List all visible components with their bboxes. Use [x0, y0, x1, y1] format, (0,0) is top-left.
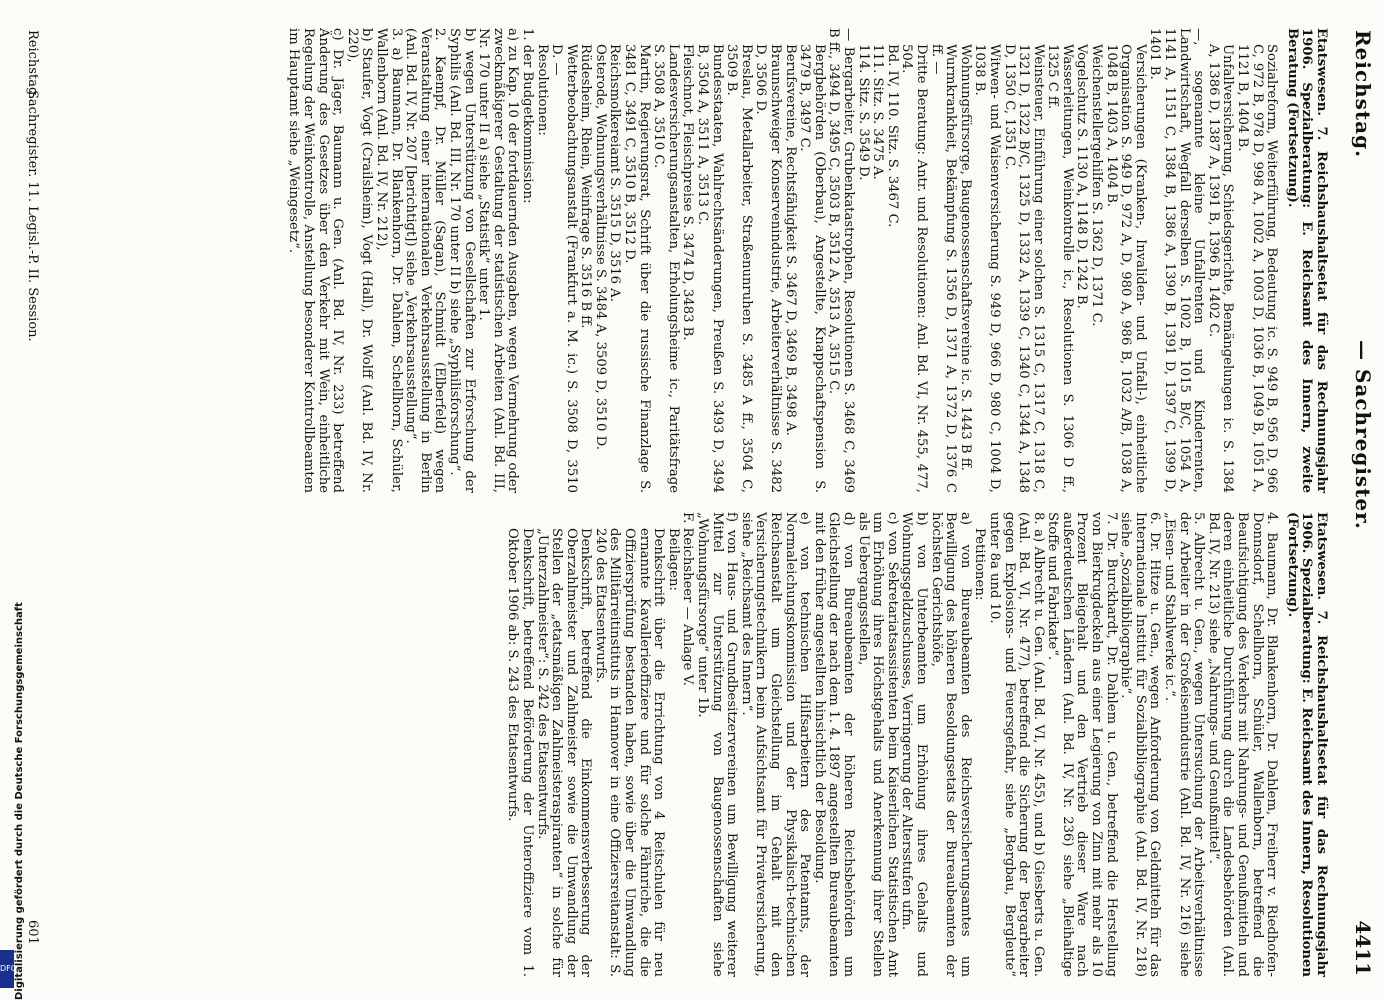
index-entry: Bergbehörden (Oberbau), Angestellte, Knappschaftspension S. 3479 B, 3497 C.: [797, 44, 827, 493]
index-entry: Wurmkrankheit, Bekämpfung S. 1356 D, 1371 A, 1372 D, 1376 C ff. —: [928, 44, 959, 493]
index-entry: Unfallversicherung, Schiedsgerichte, Bemängelungen ic. S. 1384 A, 1386 D, 1387 A, 1391 B, 1396 B, 1402 C.: [1205, 44, 1236, 493]
index-entry: Denkschrift, betreffend die Einkommensverbesserung der Oberzahlmeister und Zahlmeister sowie die Umwandlung der Stellen der „etatsmäßigen Zahlmeisteraspiranten“ in solche für „Unterzahlmeister“: S. 242 des Etatsentwurfs.: [534, 528, 594, 977]
index-entry: 1. der Budgetkommission:: [519, 28, 535, 204]
index-entry: Weinsteuer, Einführung einer solchen S. 1315 C, 1317 C, 1318 C, 1321 D, 1322 B/C, 1325 D, 1332 A, 1339 C, 1340 C, 1344 A, 1348 D, 1350 C, 1351 C.: [1001, 44, 1046, 493]
index-entry: 111. Sitz. S. 3475 A.: [870, 44, 886, 180]
index-entry: Berufsvereine, Rechtsfähigkeit S. 3467 D, 3469 B, 3498 A.: [782, 44, 798, 436]
left-column-title: Etatswesen. 7. Reichshaushaltsetat für das Rechnungsjahr 1906. Spezialberatung: E. Reichsamt des Innern, zweite Beratung (Fortsetzung).: [1284, 28, 1329, 493]
index-entry: Beilagen:: [665, 528, 681, 591]
index-entry: b) Staufer, Vogt (Crailsheim), Vogt (Hall), Dr. Wolff (Anl. Bd. IV, Nr. 220),: [344, 28, 375, 493]
index-entry: 114. Sitz. S. 3549 D.: [855, 44, 871, 181]
index-entry: Resolutionen:: [534, 44, 550, 136]
index-entry: —, sogenannte kleine Unfallrenten und Kinderrenten, Landwirtschaft, Wegfall derselben S. 1002 B, 1015 B/C, 1054 A, 1141 A, 1151 C, 1384 B, 1386 A, 1390 B, 1391 D, 1397 C, 1399 D, 1401 B.: [1147, 28, 1207, 493]
index-entry: Denkschrift, betreffend Beförderung der Unteroffiziere vom 1. Oktober 1906 ab: S. 243 des Etatsentwurfs.: [505, 528, 535, 977]
index-entry: Denkschrift über die Errichtung von 4 Reitschulen für neu ernannte Kavallerieoffiziere und für solche Fähnriche, die die Offiziersprüfung bestanden haben, sowie über die Umwandlung des Militärreitinstituts in Hannover in eine Offiziersreitanstalt: S. 240 des Etatsentwurfs.: [592, 528, 667, 977]
index-entry: Wasserleitungen, Weinkontrolle ic., Resolutionen S. 1306 D ff., 1325 C ff.: [1045, 44, 1075, 493]
page-number-top: 4411: [1351, 920, 1375, 976]
header-center: — Sachregister.: [1351, 340, 1375, 530]
index-entry: Wohnungsfürsorge, Baugenossenschaftsvereine ic. S. 1443 B ff.: [957, 44, 973, 471]
index-entry: d) von Bureaubeamten der höheren Reichsbehörden um Gleichstellung der nach dem 1. 4. 1897 angestellten Bureaubeamten mit den früher angestellten hinsichtlich der Besoldung.: [811, 512, 856, 977]
index-entry: 2. Kaempf, Dr. Müller (Sagan), Schmidt (Elberfeld) wegen Veranstaltung einer internationalen Verkehrsausstellung in Berlin (Anl. Bd. IV, Nr. 207 [berichtigt]) siehe „Verkehrsausstellung“.: [403, 28, 448, 493]
index-entry: F. Reichsheer — Anlage V.: [680, 512, 696, 686]
index-entry: Landesversicherungsanstalten, Erholungsheime ic., Paritätsfrage S. 3508 A, 3510 C.: [651, 44, 681, 493]
left-column-entries: [286, 28, 1278, 493]
dfg-logo: DFG: [0, 950, 14, 988]
index-entry: Rüdesheim, Rhein, Weinfrage S. 3516 B ff.: [578, 44, 594, 329]
index-entry: Reichsmolkereiamt S. 3515 D, 3516 A.: [607, 44, 623, 302]
index-entry: c) von Sekretariatsassistenten beim Kaiserlichen Statistischen Amt um Erhöhung ihres Höchstgehalts und Anerkennung ihrer Stellen als Uebergangsstellen,: [855, 512, 900, 977]
index-entry: e) von technischen Hilfsarbeitern des Patentamts, der Normaleichungskommission und der Physikalisch-technischen Reichsanstalt um Gleichstellung im Gehalt mit den Versicherungstechnikern beim Aufsichtsamt für Privatversicherung, siehe „Reichsamt des Innern“.: [738, 512, 813, 977]
index-entry: Osterode, Wohnungsverhältnisse S. 3484 A, 3509 D, 3510 D.: [592, 44, 608, 450]
index-entry: Witwen- und Waisenversicherung S. 949 D, 966 D, 980 C, 1004 D, 1038 B.: [972, 44, 1002, 493]
index-entry: Petitionen:: [972, 528, 988, 601]
index-entry: 6. Dr. Hitze u. Gen., wegen Anforderung von Geldmitteln für das Internationale Institut für Sozialbibliographie (Anl. Bd. IV, Nr. 218) siehe „Sozialbibliographie“.: [1118, 512, 1163, 977]
digitization-note-text: Digitalisierung gefördert durch die Deutsche Forschungsgemeinschaft: [14, 602, 25, 1000]
index-entry: Vogelschutz S. 1130 A, 1148 D, 1242 B.: [1074, 44, 1090, 309]
index-entry: Sozialreform, Weiterführung, Bedeutung ic. S. 949 B, 956 D, 966 C, 972 B, 978 D, 998 A, 1002 A, 1003 D, 1036 B, 1049 B, 1051 A, 1121 B, 1404 B.: [1235, 44, 1280, 493]
index-entry: 7. Dr. Burckhardt, Dr. Dahlem u. Gen., betreffend die Herstellung von Bierkrugdeckeln aus einer Legierung von Zinn mit mehr als 10 Prozent Bleigehalt und den Vertrieb dieser Ware nach außerdeutschen Ländern (Anl. Bd. IV, Nr. 236) siehe „Bleihaltige Stoffe und Fabrikate“.: [1045, 512, 1119, 977]
index-entry: b) von Unterbeamten um Erhöhung ihres Gehalts und Wohnungsgeldzuschusses, Verringerung der Altersstufen ufm.: [899, 512, 929, 977]
page-footer: [20, 0, 40, 1000]
index-entry: Bd. IV, 110. Sitz. S. 3467 C.: [884, 44, 900, 228]
right-column-entries: [505, 512, 1278, 977]
index-entry: a) von Bureaubeamten des Reichsversicherungsamtes um Bewilligung des höheren Besoldungsetats der Bureaubeamten der höchsten Gerichtshöfe,: [928, 512, 973, 977]
left-column: [286, 28, 1328, 493]
index-entry: — Bergarbeiter, Grubenkatastrophen, Resolutionen S. 3468 C, 3469 B ff., 3494 D, 3495 C, 3503 B, 3512 A, 3513 A, 3515 C.: [826, 28, 856, 493]
index-entry: Versicherungen (Kranken-, Invaliden- und Unfall-), einheitliche Organisation S. 949 D, 972 A, D, 980 A, 986 B, 1032 A/B, 1038 A, 1048 B, 1403 A, 1404 B.: [1103, 44, 1148, 493]
header-left: Reichstag.: [1351, 30, 1375, 159]
index-entry: Braunschweiger Konservenindustrie, Arbeiterverhältnisse S. 3482 D, 3506 D.: [753, 44, 784, 493]
index-entry: b) wegen Unterstützung von Gesellschaften zur Erforschung der Syphilis (Anl. Bd. III, Nr. 170 unter II b) siehe „Syphilisforschung“.: [446, 28, 477, 493]
index-entry: 3. a) Baumann, Dr. Blankenhorn, Dr. Dahlem, Schellhorn, Schüler, Wallenborn (Anl. Bd. IV, Nr. 212),: [374, 28, 404, 493]
index-entry: 5. Albrecht u. Gen., wegen Untersuchung der Arbeitsverhältnisse der Arbeiter in der Großeisenindustrie (Anl. Bd. IV, Nr. 216) siehe „Eisen- und Stahlwerke ic.“.: [1162, 512, 1207, 977]
index-entry: c) Dr. Jäger, Baumann u. Gen. (Anl. Bd. IV, Nr. 233) betreffend Änderung des Gesetzes über den Verkehr mit Wein, einheitliche Regelung der Weinkontrolle, Anstellung besonderer Kontrollbeamten im Hauptamt siehe „Weingesetz“.: [286, 28, 346, 493]
index-entry: 4. Baumann, Dr. Blankenhorn, Dr. Dahlem, Freiherr v. Riedhofen-Donnsdorf, Schellhorn, Schüler, Wallenborn, betreffend die Beaufsichtigung des Verkehrs mit Nahrungs- und Genußmitteln und deren einheitliche Durchführung durch die Landesbehörden (Anl. Bd. IV, Nr. 213) siehe „Nahrungs- und Genußmittel“.: [1205, 512, 1280, 977]
right-column: [505, 512, 1328, 977]
index-entry: Martin, Regierungsrat, Schrift über die russische Finanzlage S. 3481 C, 3491 C, 3510 B, 3512 D.: [622, 44, 652, 493]
index-entry: Wetterbeobachtungsanstalt (Frankfurt a. M. ic.) S. 3508 D, 3510 D. —: [549, 44, 579, 493]
index-entry: Breslau, Metallarbeiter, Straßenunruhen S. 3485 A ff., 3504 C, 3509 B.: [724, 44, 754, 493]
index-entry: Bundesstaaten, Wahlrechtsänderungen, Preußen S. 3493 D, 3494 B, 3504 A, 3511 A, 3513 C.: [695, 44, 725, 493]
index-entry: Dritte Beratung: Antr. und Resolutionen: Anl. Bd. VI, Nr. 455, 477, 504.: [899, 44, 929, 493]
index-entry: Weichenstellergehilfen S. 1362 D, 1371 C.: [1089, 44, 1105, 327]
footer-middle: Sachregister. 11. Legisl.-P. II. Session.: [25, 90, 40, 342]
footer-page-number: 601: [25, 920, 40, 945]
page-header: [1347, 0, 1375, 1000]
footer-left: Reichstag.: [25, 30, 40, 100]
index-entry: 8. a) Albrecht u. Gen. (Anl. Bd. VI, Nr. 455), und b) Giesberts u. Gen. (Anl. Bd. VI, Nr. 477), betreffend die Sicherung der Bergarbeiter gegen Explosions- und Feuersgefahr, siehe „Bergbau, Bergleute“ unter 8a und 10.: [986, 512, 1046, 977]
index-entry: Fleischnot, Fleischpreise S. 3474 D, 3483 B.: [680, 44, 696, 341]
index-entry: f) von Haus- und Grundbesitzervereinen um Bewilligung weiterer Mittel zur Unterstützung von Baugenossenschaften siehe „Wohnungsfürsorge“ unter 1b.: [695, 512, 740, 977]
right-column-title: Etatswesen. 7. Reichshaushaltsetat für das Rechnungsjahr 1906. Spezialberatung: E. Reichsamt des Innern, Resolutionen (Fortsetzung).: [1284, 512, 1329, 977]
index-entry: a) zu Kap. 10 der fortdauernden Ausgaben, wegen Vermehrung oder zweckmäßigerer Gestaltung der statistischen Arbeiten (Anl. Bd. III, Nr. 170 unter II a) siehe „Statistik“ unter 1.: [476, 28, 521, 493]
